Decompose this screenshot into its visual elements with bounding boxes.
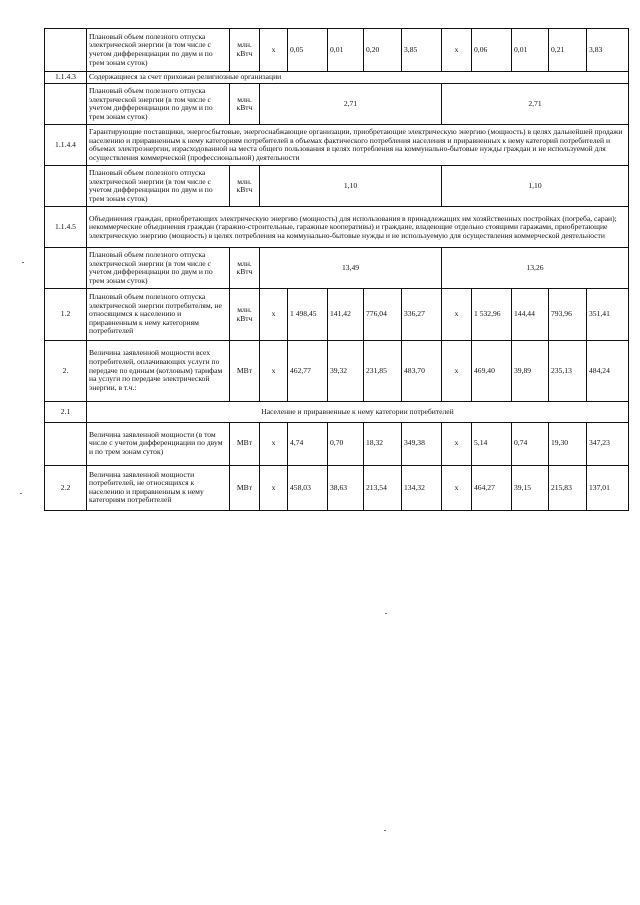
value-cell: 483,70 [402,340,442,402]
table-row [45,29,629,72]
value-cell: 0,01 [512,29,549,72]
value-cell: 347,23 [587,422,629,465]
value-cell: 235,13 [549,340,587,402]
value-cell: 462,77 [288,340,328,402]
row-number [45,29,87,72]
total-value-cell: 1,10 [442,166,629,207]
row-number [45,248,87,289]
value-cell: 144,44 [512,289,549,340]
value-cell: x [442,465,472,510]
table-row [45,72,629,84]
value-cell: 776,04 [364,289,402,340]
value-cell: 3,85 [402,29,442,72]
value-cell: 134,32 [402,465,442,510]
category-title: Содержащиеся за счет прихожан религиозные организации [87,72,629,84]
value-cell: 19,30 [549,422,587,465]
value-cell: x [442,289,472,340]
row-number: 1.1.4.5 [45,207,87,248]
value-cell: 0,70 [328,422,364,465]
value-cell: x [442,422,472,465]
value-cell: x [260,422,288,465]
value-cell: 469,40 [472,340,512,402]
value-cell: 39,32 [328,340,364,402]
total-value-cell: 13,49 [260,248,442,289]
row-number: 2.1 [45,402,87,423]
value-cell: x [260,465,288,510]
table-row [45,166,629,207]
value-cell: x [260,289,288,340]
value-cell: 231,85 [364,340,402,402]
row-number: 1.1.4.3 [45,72,87,84]
value-cell: x [442,29,472,72]
value-cell: 336,27 [402,289,442,340]
unit-cell: млн. кВтч [230,84,260,125]
value-cell: 215,83 [549,465,587,510]
table-row [45,248,629,289]
unit-cell: МВт [230,340,260,402]
scan-mark [385,613,387,614]
total-value-cell: 1,10 [260,166,442,207]
value-cell: 3,83 [587,29,629,72]
value-cell: 464,27 [472,465,512,510]
value-cell: 18,32 [364,422,402,465]
value-cell: 0,74 [512,422,549,465]
value-cell: x [442,340,472,402]
total-value-cell: 2,71 [442,84,629,125]
row-label: Величина заявленной мощности всех потребителей, оплачивающих услуги по передаче по единым (котловым) тарифам на услуги по передаче электрической энергии, в т.ч.: [87,340,230,402]
row-label: Величина заявленной мощности потребителей, не относящихся к населению и приравненным к нему категориям потребителей [87,465,230,510]
value-cell: 458,03 [288,465,328,510]
row-number: 1.1.4.4 [45,125,87,166]
value-cell: 39,15 [512,465,549,510]
row-number: 2. [45,340,87,402]
row-number [45,422,87,465]
table-row [45,207,629,248]
scan-mark [20,493,22,494]
value-cell: 4,74 [288,422,328,465]
total-value-cell: 2,71 [260,84,442,125]
category-title: Объединения граждан, приобретающих электрическую энергию (мощность) для использования в принадлежащих им хозяйственных постройках (погреба, сараи); некоммерческие объединения граждан (гаражно-строительные, гаражные кооперативы) и граждане, владеющие отдельно стоящими гаражами, приобретающие электрическую энергию (мощность) в целях потребления на коммунально-бытовые нужды и не используемую для осуществления коммерческой деятельности [87,207,629,248]
section-title: Население и приравненные к нему категории потребителей [87,402,629,423]
row-number [45,84,87,125]
value-cell: 0,06 [472,29,512,72]
table-row [45,125,629,166]
table-row [45,84,629,125]
value-cell: 0,21 [549,29,587,72]
row-label: Плановый объем полезного отпуска электрической энергии (в том числе с учетом дифференциации по двум и по трем зонам суток) [87,29,230,72]
unit-cell: млн. кВтч [230,289,260,340]
value-cell: 38,63 [328,465,364,510]
category-title: Гарантирующие поставщики, энергосбытовые, энергоснабжающие организации, приобретающие электрическую энергию (мощность) в целях дальнейшей продажи населению и приравненным к нему категориям потребителей в объемах фактического потребления населения и приравненных к нему категорий потребителей и объемах электроэнергии, израсходованной на места общего пользования в целях потребления на коммунально-бытовые нужды граждан и не используемой для осуществления коммерческой (профессиональной) деятельности [87,125,629,166]
value-cell: 0,01 [328,29,364,72]
scan-mark [384,830,386,831]
value-cell: 0,20 [364,29,402,72]
value-cell: 349,38 [402,422,442,465]
value-cell: 1 498,45 [288,289,328,340]
row-label: Величина заявленной мощности (в том числе с учетом дифференциации по двум и по трем зонам суток) [87,422,230,465]
row-label: Плановый объем полезного отпуска электрической энергии (в том числе с учетом дифференциации по двум и по трем зонам суток) [87,248,230,289]
scan-mark [22,262,24,263]
table-row [45,289,629,340]
row-label: Плановый объем полезного отпуска электрической энергии (в том числе с учетом дифференциации по двум и по трем зонам суток) [87,166,230,207]
table-row [45,465,629,510]
value-cell: 793,96 [549,289,587,340]
unit-cell: млн. кВтч [230,248,260,289]
tariff-table [44,28,629,511]
value-cell: 39,89 [512,340,549,402]
row-label: Плановый объем полезного отпуска электрической энергии потребителям, не относящимся к населению и приравненным к нему категориям потребителей [87,289,230,340]
value-cell: x [260,29,288,72]
unit-cell: млн. кВтч [230,29,260,72]
value-cell: 0,05 [288,29,328,72]
value-cell: x [260,340,288,402]
table-row [45,340,629,402]
total-value-cell: 13,26 [442,248,629,289]
unit-cell: МВт [230,465,260,510]
value-cell: 141,42 [328,289,364,340]
value-cell: 5,14 [472,422,512,465]
value-cell: 484,24 [587,340,629,402]
value-cell: 137,01 [587,465,629,510]
tariff-table-page [44,28,628,511]
unit-cell: МВт [230,422,260,465]
row-number [45,166,87,207]
row-number: 1.2 [45,289,87,340]
value-cell: 1 532,96 [472,289,512,340]
row-number: 2.2 [45,465,87,510]
value-cell: 213,54 [364,465,402,510]
table-row [45,422,629,465]
unit-cell: млн. кВтч [230,166,260,207]
row-label: Плановый объем полезного отпуска электрической энергии (в том числе с учетом дифференциации по двум и по трем зонам суток) [87,84,230,125]
table-row [45,402,629,423]
value-cell: 351,41 [587,289,629,340]
